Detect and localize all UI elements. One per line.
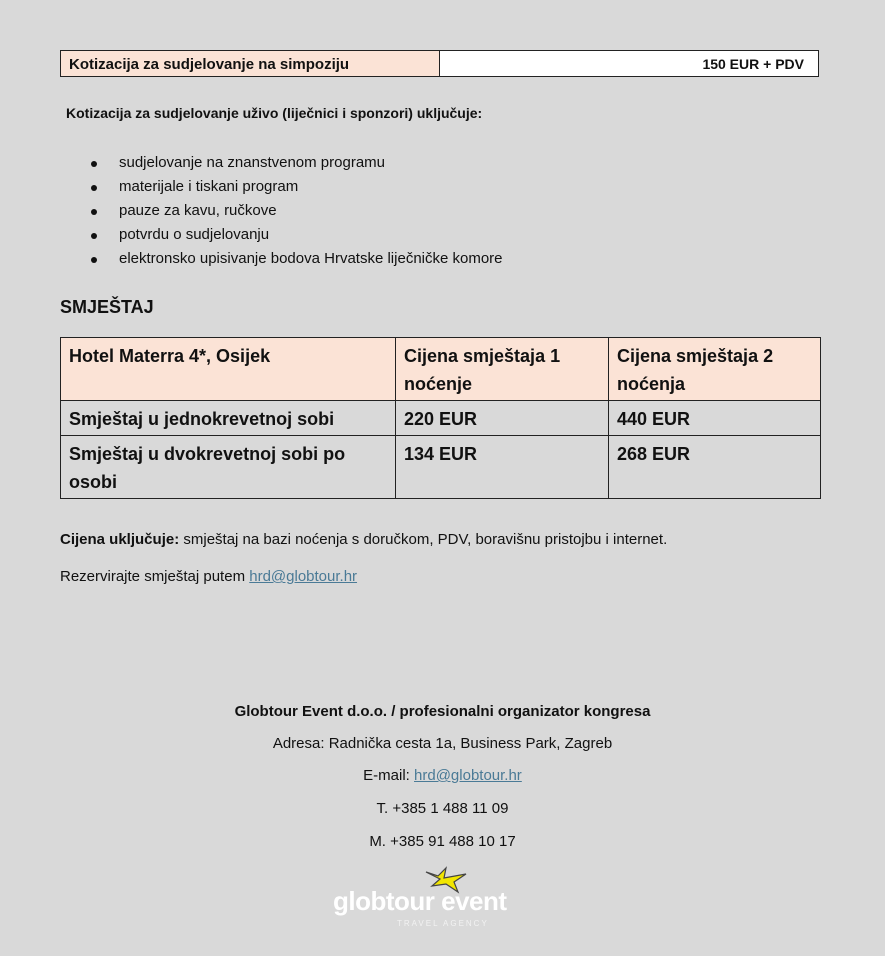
list-item: elektronsko upisivanje bodova Hrvatske liječničke komore [88, 247, 503, 271]
table-cell-price-2: 268 EUR [609, 436, 821, 499]
table-row [61, 401, 821, 436]
price-note-label: Cijena uključuje: [60, 531, 180, 548]
footer-email [0, 767, 885, 784]
table-cell-price-1: 134 EUR [396, 436, 609, 499]
table-header-price-1: Cijena smještaja 1 noćenje [396, 338, 609, 401]
table-row [61, 436, 821, 499]
includes-heading: Kotizacija za sudjelovanje uživo (liječnici i sponzori) uključuje: [66, 105, 483, 121]
fee-box [60, 50, 819, 77]
reservation-text: Rezervirajte smještaj putem [60, 568, 250, 585]
footer-company: Globtour Event d.o.o. / profesionalni organizator kongresa [234, 703, 651, 720]
price-note-text: smještaj na bazi noćenja s doručkom, PDV, boravišnu pristojbu i internet. [179, 531, 668, 548]
footer-address: Adresa: Radnička cesta 1a, Business Park, Zagreb [272, 735, 613, 752]
footer-phone: T. +385 1 488 11 09 [376, 800, 509, 817]
reservation-line [60, 568, 357, 585]
table-header-row [61, 338, 821, 401]
table-cell-room: Smještaj u jednokrevetnoj sobi [61, 401, 396, 436]
accommodation-table [60, 337, 821, 499]
fee-value: 150 EUR + PDV [440, 51, 818, 76]
logo-tagline: TRAVEL AGENCY [397, 919, 489, 928]
table-header-hotel: Hotel Materra 4*, Osijek [61, 338, 396, 401]
table-cell-price-2: 440 EUR [609, 401, 821, 436]
list-item: potvrdu o sudjelovanju [88, 223, 503, 247]
reservation-email-link[interactable]: hrd@globtour.hr [249, 568, 358, 585]
price-note [60, 531, 667, 548]
list-item: sudjelovanje na znanstvenom programu [88, 151, 503, 175]
list-item: pauze za kavu, ručkove [88, 199, 503, 223]
includes-list [88, 151, 503, 271]
list-item: materijale i tiskani program [88, 175, 503, 199]
footer-mobile: M. +385 91 488 10 17 [369, 833, 516, 850]
footer-email-link[interactable]: hrd@globtour.hr [414, 767, 522, 784]
table-cell-room: Smještaj u dvokrevetnoj sobi po osobi [61, 436, 396, 499]
table-header-price-2: Cijena smještaja 2 noćenja [609, 338, 821, 401]
table-cell-price-1: 220 EUR [396, 401, 609, 436]
accommodation-title: SMJEŠTAJ [60, 297, 154, 317]
logo-wordmark: globtour event [333, 886, 507, 916]
fee-label: Kotizacija za sudjelovanje na simpoziju [61, 51, 440, 76]
footer-email-label: E-mail: [363, 767, 415, 784]
